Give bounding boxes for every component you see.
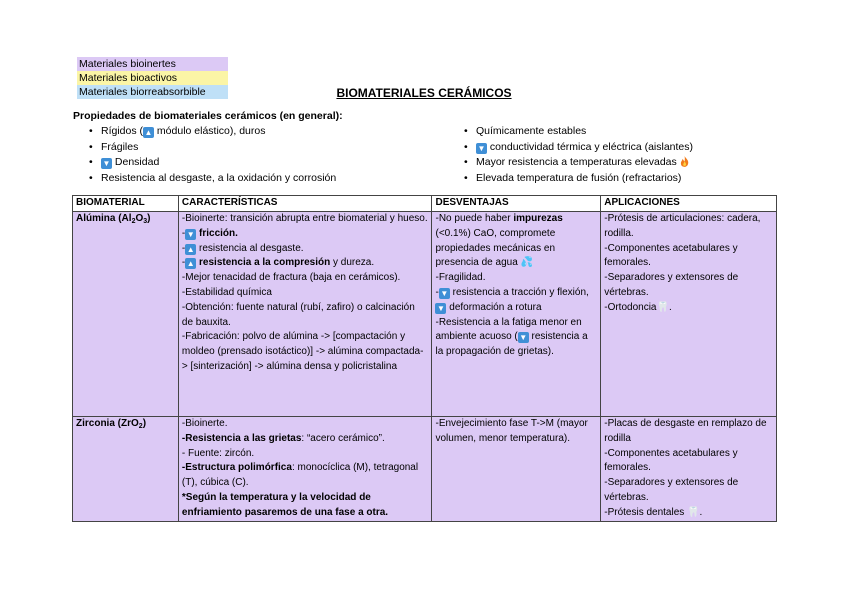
text: -Resistencia a las grietas	[181, 432, 302, 444]
tooth-icon: 🦷	[656, 301, 669, 313]
text: 3	[143, 218, 148, 225]
text: módulo elástico), duros	[154, 125, 266, 137]
text: resistencia a la compresión	[199, 257, 331, 269]
text: -Ortodoncia	[604, 301, 657, 313]
text: Rígidos (	[101, 125, 144, 137]
text: resistencia a la propagación de grietas).	[435, 331, 588, 358]
text: -Separadores y extensores de vértebras.	[604, 477, 739, 503]
text: -Componentes acetabulares y femorales.	[604, 447, 738, 474]
text: -Fragilidad.	[435, 272, 486, 284]
properties-left-list	[76, 124, 336, 187]
text: deformación a rotura	[449, 301, 542, 313]
list-item	[76, 155, 336, 171]
text: Zirconia (ZrO	[76, 418, 139, 429]
text: : monocíclica (M), tetragonal (T), cúbica (C).	[181, 462, 419, 489]
biomaterials-table	[72, 195, 777, 522]
tooth-icon: 🦷	[687, 506, 700, 518]
text-line: - ▼ fricción.	[181, 227, 238, 239]
text: -Estructura polimórfica	[181, 462, 292, 474]
arrow-up-icon: ▲	[186, 259, 195, 269]
water-drops-icon: 💦	[520, 257, 534, 269]
text: -Placas de desgaste en remplazo de rodilla	[604, 418, 767, 444]
arrow-up-icon: ▲	[186, 244, 195, 254]
arrow-down-icon: ▼	[102, 159, 111, 169]
cell-alumina-disadvantages	[432, 212, 601, 417]
cell-zirconia-disadvantages	[432, 417, 601, 522]
cell-alumina-name	[73, 212, 179, 417]
text: -Fabricación: polvo de alúmina -> [compactación y moldeo (prensado isotáctico)] -> alúmina compactada-> [sinterización] -> alúmina densa y policristalina	[181, 331, 424, 372]
text: conductividad térmica y eléctrica (aislantes)	[489, 140, 694, 153]
legend-bioinert: Materiales bioinertes	[77, 57, 228, 71]
text: -Mejor tenacidad de fractura (baja en cerámicos).	[181, 272, 401, 284]
arrow-down-icon: ▼	[186, 229, 195, 239]
arrow-down-icon: ▼	[437, 303, 445, 313]
arrow-up-icon: ▲	[144, 128, 153, 137]
text: (<0.1%) CaO, compromete propiedades mecánicas en presencia de agua	[435, 227, 556, 269]
properties-heading: Propiedades de biomateriales cerámicos (en general):	[73, 110, 343, 122]
text: 2	[131, 218, 136, 225]
arrow-down-icon: ▼	[440, 288, 449, 298]
cell-alumina-characteristics	[178, 212, 432, 417]
list-item: • Químicamente estables	[451, 124, 693, 140]
text: -Prótesis de articulaciones: cadera, rodilla.	[604, 213, 761, 239]
text: y dureza.	[330, 257, 375, 269]
text-line: -Ortodoncia🦷.	[604, 301, 672, 313]
table-row-alumina	[73, 212, 777, 417]
text: -Envejecimiento fase T->M (mayor volumen, menor temperatura).	[435, 418, 588, 444]
list-item: • Frágiles	[76, 140, 336, 156]
legend-reabsorbable: Materiales biorreabsorbible	[77, 85, 228, 99]
text: -No puede haber	[435, 213, 514, 224]
table-header-row	[73, 196, 777, 212]
text-line	[435, 316, 597, 360]
text: 2	[138, 423, 143, 430]
cell-zirconia-characteristics	[178, 417, 432, 522]
text: *Según la temperatura y la velocidad de enfriamiento pasaremos de una fase a otra.	[181, 491, 389, 518]
cell-zirconia-name	[73, 417, 179, 522]
text: resistencia al desgaste.	[199, 242, 304, 254]
text-line	[182, 461, 429, 491]
header-biomaterial: BIOMATERIAL	[73, 196, 179, 212]
text: -Bioinerte.	[181, 418, 228, 429]
text: - Fuente: zircón.	[181, 447, 255, 459]
header-characteristics: CARACTERÍSTICAS	[178, 196, 432, 212]
text-line: -Prótesis dentales 🦷.	[604, 506, 703, 518]
text: : “acero cerámico”.	[301, 432, 385, 444]
table-row-zirconia	[73, 417, 777, 522]
text: -Componentes acetabulares y femorales.	[604, 242, 738, 269]
text: -Obtención: fuente natural (rubí, zafiro) o calcinación de bauxita.	[181, 301, 415, 328]
text: O	[135, 213, 144, 224]
header-disadvantages: DESVENTAJAS	[432, 196, 601, 212]
text-line: - ▲ resistencia a la compresión y dureza.	[181, 257, 375, 269]
text: Mayor resistencia a temperaturas elevadas	[476, 156, 677, 169]
list-item	[451, 155, 693, 171]
text: fricción.	[199, 227, 238, 239]
legend-bioactive: Materiales bioactivos	[77, 71, 228, 85]
text-line	[435, 212, 597, 271]
page-title	[0, 86, 848, 100]
arrow-down-icon: ▼	[477, 143, 486, 153]
header-applications: APLICACIONES	[601, 196, 777, 212]
text: -Bioinerte: transición abrupta entre biomaterial y hueso.	[181, 213, 428, 224]
list-item: • Elevada temperatura de fusión (refractarios)	[451, 171, 693, 187]
text-line	[182, 432, 429, 447]
text: resistencia a tracción y flexión,	[452, 286, 589, 298]
text: impurezas	[513, 213, 563, 224]
list-item	[451, 140, 693, 156]
text: )	[147, 213, 151, 224]
cell-alumina-applications	[601, 212, 777, 417]
text: -Prótesis dentales	[604, 506, 685, 518]
list-item	[76, 124, 336, 140]
text-line: - ▼ resistencia a tracción y flexión, ▼ deformación a rotura	[435, 286, 589, 313]
cell-zirconia-applications	[601, 417, 777, 522]
text-line: - ▲ resistencia al desgaste.	[181, 242, 304, 254]
text: Densidad	[114, 156, 160, 169]
fire-icon	[680, 156, 689, 167]
arrow-down-icon: ▼	[519, 333, 528, 343]
text: )	[142, 418, 147, 429]
text: -Estabilidad química	[181, 286, 272, 298]
text: -Resistencia a la fatiga menor en ambiente acuoso (	[435, 316, 582, 343]
title-text: BIOMATERIALES CERÁMICOS	[336, 86, 512, 100]
text: Alúmina (Al	[76, 213, 132, 224]
list-item: • Resistencia al desgaste, a la oxidación y corrosión	[76, 171, 336, 187]
properties-right-list	[451, 124, 693, 187]
text: -Separadores y extensores de vértebras.	[604, 272, 739, 298]
